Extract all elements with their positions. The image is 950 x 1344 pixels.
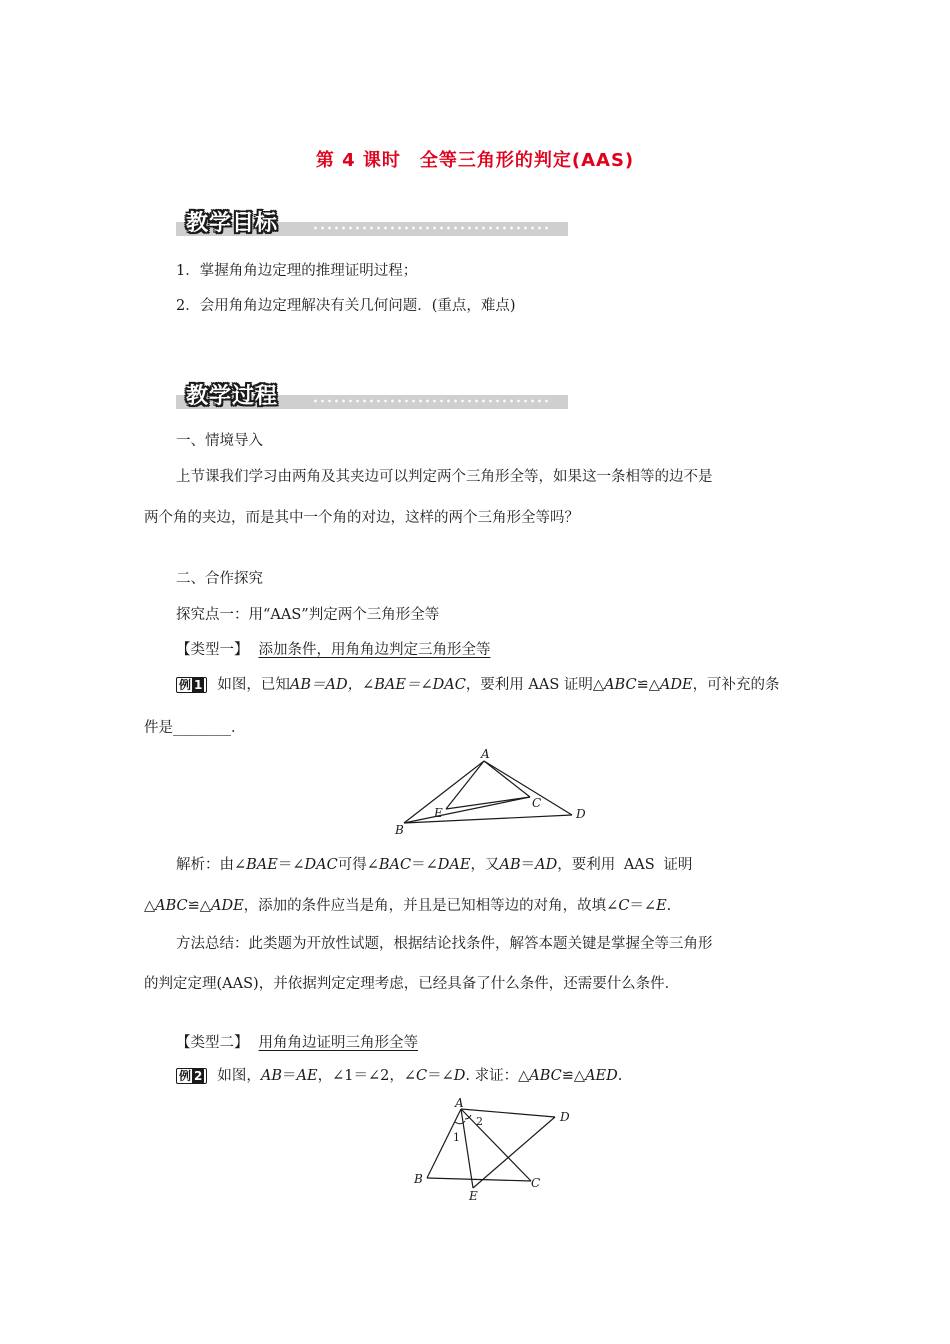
label-E: E: [434, 806, 443, 820]
seg-BC: [427, 1178, 531, 1181]
seg-BD: [404, 815, 572, 823]
part1-text-line2: 两个角的夹边，而是其中一个角的对边，这样的两个三角形全等吗？: [144, 510, 579, 526]
label-D: D: [576, 807, 586, 821]
part1-heading: 一、情境导入: [176, 433, 263, 449]
section-banner-process: [176, 379, 576, 413]
label-C: C: [532, 796, 542, 810]
banner-label: 教学过程: [186, 384, 279, 409]
banner-dots: [312, 225, 552, 231]
label-B: B: [414, 1172, 423, 1186]
type1-label: 【类型一】: [176, 642, 249, 658]
goal-item-1: 1．掌握角角边定理的推理证明过程；: [176, 263, 418, 279]
label-E: E: [469, 1189, 478, 1203]
label-C: C: [531, 1176, 541, 1190]
type2-label: 【类型二】: [176, 1035, 249, 1051]
seg-AB: [404, 761, 484, 823]
label-angle-1: 1: [453, 1131, 460, 1144]
seg-BC: [404, 797, 530, 823]
analysis1-line1: 解析：由∠BAE＝∠DAC可得∠BAC＝∠DAE，又AB＝AD，要利用 AAS 证明: [176, 857, 693, 873]
label-B: B: [395, 823, 404, 837]
seg-AE: [461, 1109, 473, 1188]
example1-badge: 例 1: [176, 677, 207, 693]
label-angle-2: 2: [476, 1115, 483, 1128]
banner-label: 教学目标: [186, 211, 279, 236]
label-D: D: [560, 1110, 570, 1124]
type1-heading: [176, 640, 491, 660]
analysis1-line2: △ABC≌△ADE，添加的条件应当是角，并且是已知相等边的对角，故填∠C＝∠E.: [144, 898, 672, 914]
part2-heading: 二、合作探究: [176, 571, 263, 587]
part1-text-line1: 上节课我们学习由两角及其夹边可以判定两个三角形全等，如果这一条相等的边不是: [176, 469, 713, 485]
figure-1-triangles: [380, 745, 600, 840]
type1-title: 添加条件，用角角边判定三角形全等: [258, 642, 491, 658]
seg-AD: [484, 761, 572, 815]
seg-EC: [446, 797, 530, 809]
seg-AC: [484, 761, 530, 797]
summary1-line2: 的判定定理(AAS)，并依据判定定理考虑，已经具备了什么条件，还需要什么条件．: [144, 976, 680, 992]
section-banner-goals: [176, 206, 576, 240]
seg-ED: [473, 1117, 555, 1188]
type2-title: 用角角边证明三角形全等: [258, 1035, 418, 1051]
goal-item-2: 2．会用角角边定理解决有关几何问题．(重点，难点): [176, 298, 516, 314]
label-A: A: [481, 747, 490, 761]
example1-line2: 件是________．: [144, 720, 246, 736]
seg-AE: [446, 761, 484, 809]
label-A: A: [455, 1096, 464, 1110]
example2-badge: 例 2: [176, 1068, 207, 1084]
summary1-line1: 方法总结：此类题为开放性试题，根据结论找条件，解答本题关键是掌握全等三角形: [176, 936, 713, 952]
seg-AC: [461, 1109, 531, 1181]
banner-dots: [312, 398, 552, 404]
page-title: 第 4 课时 全等三角形的判定(AAS): [315, 150, 635, 171]
example2-line: 例 2 如图，AB＝AE，∠1＝∠2，∠C＝∠D. 求证：△ABC≌△AED.: [176, 1066, 622, 1086]
explore-point-1: 探究点一：用“AAS”判定两个三角形全等: [176, 607, 440, 623]
figure-2-triangles: [405, 1095, 580, 1205]
type2-heading: [176, 1033, 418, 1053]
example1-line1: 例 1 如图，已知AB＝AD，∠BAE＝∠DAC，要利用 AAS 证明△ABC≌△ADE，可补充的条: [176, 675, 780, 695]
